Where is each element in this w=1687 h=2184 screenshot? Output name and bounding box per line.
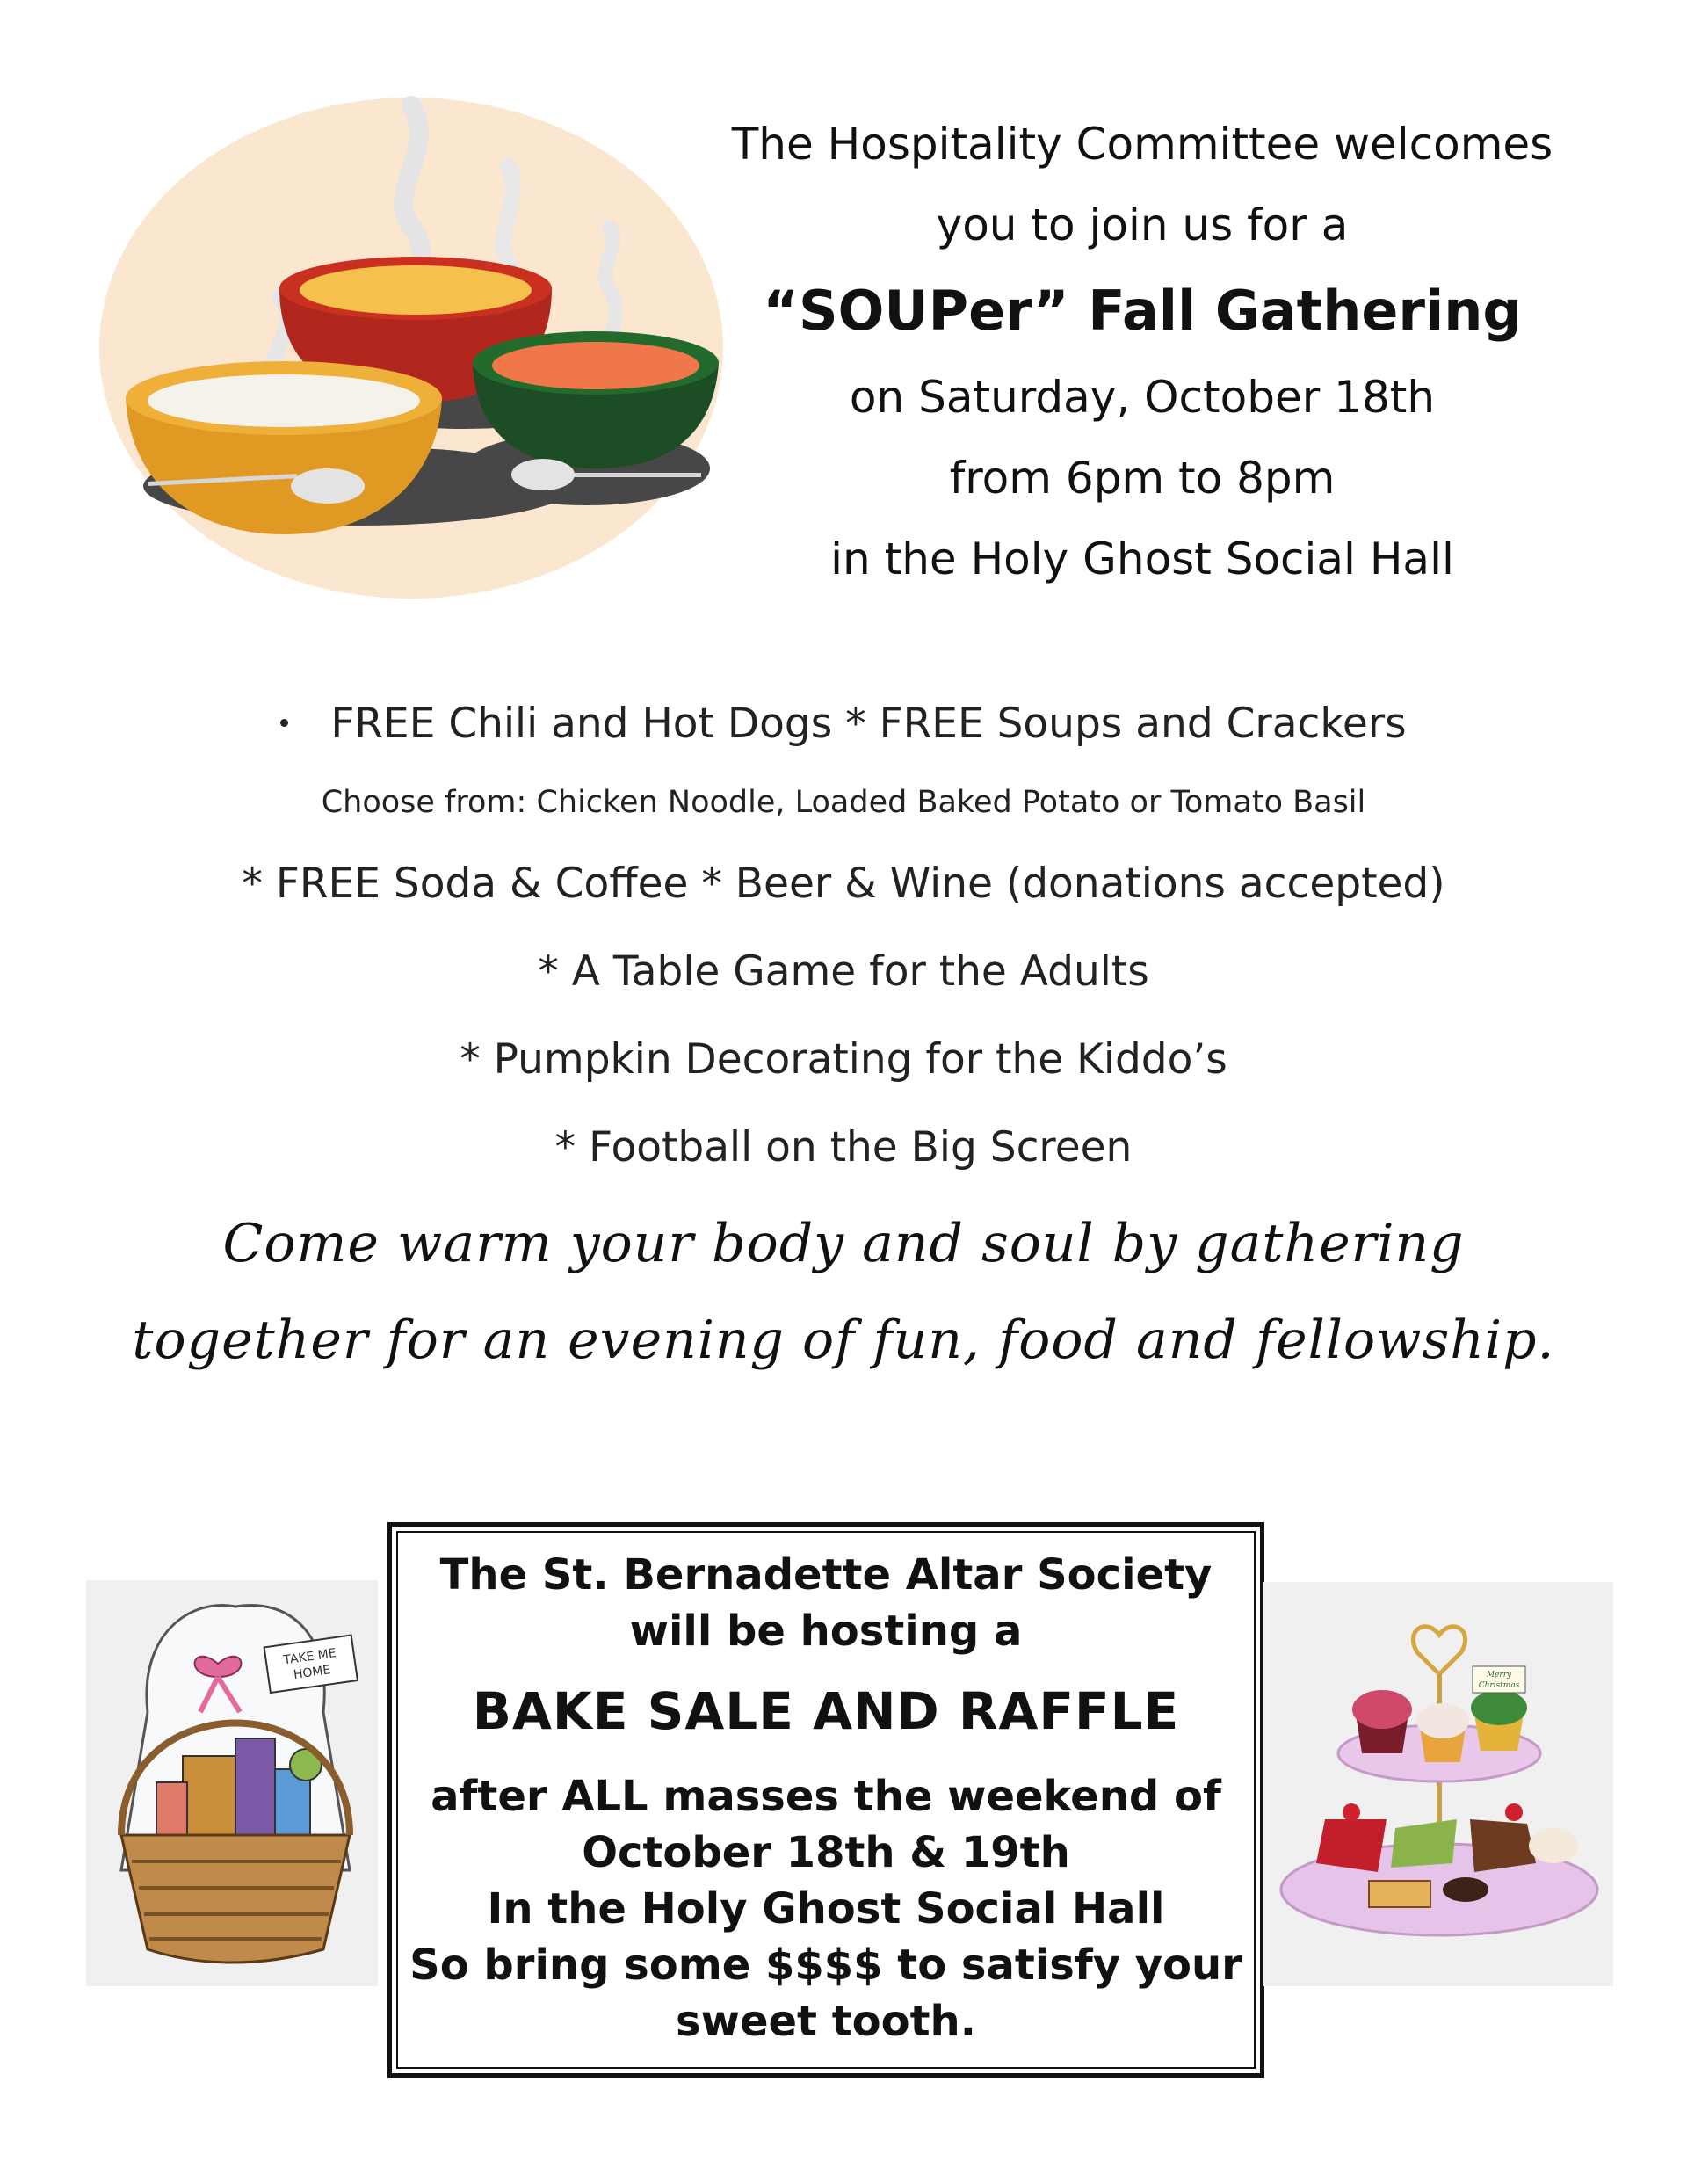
- event-date: on Saturday, October 18th: [849, 372, 1436, 423]
- invitation-line-1: The Hospitality Committee welcomes: [731, 119, 1553, 170]
- offer-line-1-text: FREE Chili and Hot Dogs * FREE Soups and Crackers: [330, 700, 1407, 748]
- bullet-icon: [280, 719, 288, 727]
- bake-detail-5: sweet tooth.: [676, 1997, 976, 2046]
- event-location: in the Holy Ghost Social Hall: [830, 533, 1454, 584]
- basket-tag-line-1: TAKE ME: [282, 1646, 337, 1668]
- tagline-line-1: Come warm your body and soul by gathering: [222, 1213, 1465, 1274]
- offer-line-5: * Football on the Big Screen: [554, 1123, 1133, 1172]
- offer-line-1: [0, 684, 1687, 765]
- event-title: “SOUPer” Fall Gathering: [763, 279, 1522, 343]
- cupcake-flag-line-2: Christmas: [1478, 1681, 1520, 1690]
- bake-sale-box: [387, 1522, 1264, 2078]
- offer-line-2: * FREE Soda & Coffee * Beer & Wine (donations accepted): [242, 860, 1445, 908]
- offers-list: [0, 684, 1687, 1192]
- bake-sale-title: BAKE SALE AND RAFFLE: [472, 1681, 1180, 1741]
- cupcake-flag-line-1: Merry: [1486, 1671, 1512, 1680]
- bake-host-line-2: will be hosting a: [629, 1607, 1023, 1656]
- offer-line-3: * A Table Game for the Adults: [538, 947, 1149, 996]
- tagline-line-2: together for an evening of fun, food and fellowship.: [132, 1310, 1555, 1371]
- tagline: [0, 1195, 1687, 1389]
- soup-bowls-illustration: [95, 95, 728, 605]
- invitation-line-2: you to join us for a: [936, 200, 1349, 250]
- bake-detail-2: October 18th & 19th: [582, 1828, 1070, 1877]
- soup-choices: Choose from: Chicken Noodle, Loaded Baked Potato or Tomato Basil: [321, 785, 1366, 820]
- bake-host-line-1: The St. Bernadette Altar Society: [439, 1550, 1213, 1600]
- bake-detail-3: In the Holy Ghost Social Hall: [487, 1884, 1165, 1934]
- invitation-block: [703, 104, 1582, 599]
- bake-detail-4: So bring some $$$$ to satisfy your: [409, 1941, 1242, 1990]
- bake-sale-inner-frame: [396, 1531, 1256, 2069]
- offer-line-4: * Pumpkin Decorating for the Kiddo’s: [460, 1035, 1227, 1084]
- event-time: from 6pm to 8pm: [949, 453, 1336, 504]
- basket-tag-line-2: HOME: [293, 1663, 332, 1683]
- dessert-tower-illustration: [1263, 1582, 1613, 1986]
- bake-detail-1: after ALL masses the weekend of: [431, 1772, 1221, 1821]
- gift-basket-illustration: [86, 1580, 378, 1986]
